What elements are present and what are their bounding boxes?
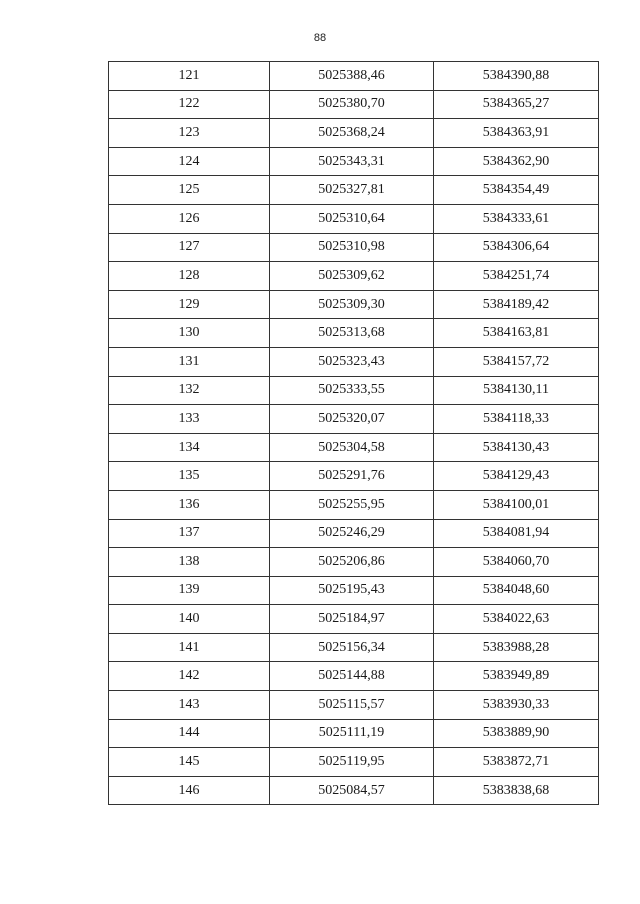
y-coordinate-cell: 5384251,74	[434, 262, 599, 291]
y-coordinate-cell: 5384157,72	[434, 347, 599, 376]
x-coordinate-cell: 5025291,76	[270, 462, 434, 491]
point-number-cell: 140	[109, 605, 270, 634]
x-coordinate-cell: 5025184,97	[270, 605, 434, 634]
x-coordinate-cell: 5025343,31	[270, 147, 434, 176]
point-number-cell: 136	[109, 490, 270, 519]
point-number-cell: 145	[109, 748, 270, 777]
x-coordinate-cell: 5025320,07	[270, 405, 434, 434]
point-number-cell: 133	[109, 405, 270, 434]
x-coordinate-cell: 5025115,57	[270, 691, 434, 720]
table-row	[109, 662, 599, 691]
x-coordinate-cell: 5025255,95	[270, 490, 434, 519]
y-coordinate-cell: 5384333,61	[434, 204, 599, 233]
point-number-cell: 131	[109, 347, 270, 376]
point-number-cell: 129	[109, 290, 270, 319]
table-row	[109, 633, 599, 662]
point-number-cell: 123	[109, 119, 270, 148]
y-coordinate-cell: 5384130,11	[434, 376, 599, 405]
y-coordinate-cell: 5384118,33	[434, 405, 599, 434]
x-coordinate-cell: 5025309,62	[270, 262, 434, 291]
table-row	[109, 405, 599, 434]
y-coordinate-cell: 5383930,33	[434, 691, 599, 720]
x-coordinate-cell: 5025119,95	[270, 748, 434, 777]
page-number: 88	[313, 32, 327, 44]
point-number-cell: 141	[109, 633, 270, 662]
table-row	[109, 462, 599, 491]
table-row	[109, 376, 599, 405]
table-row	[109, 748, 599, 777]
table-row	[109, 147, 599, 176]
point-number-cell: 124	[109, 147, 270, 176]
table-row	[109, 319, 599, 348]
y-coordinate-cell: 5384354,49	[434, 176, 599, 205]
table-row	[109, 176, 599, 205]
x-coordinate-cell: 5025368,24	[270, 119, 434, 148]
point-number-cell: 134	[109, 433, 270, 462]
y-coordinate-cell: 5383838,68	[434, 776, 599, 805]
y-coordinate-cell: 5384130,43	[434, 433, 599, 462]
table-row	[109, 347, 599, 376]
x-coordinate-cell: 5025313,68	[270, 319, 434, 348]
y-coordinate-cell: 5384163,81	[434, 319, 599, 348]
point-number-cell: 125	[109, 176, 270, 205]
point-number-cell: 144	[109, 719, 270, 748]
table-row	[109, 90, 599, 119]
point-number-cell: 127	[109, 233, 270, 262]
y-coordinate-cell: 5384365,27	[434, 90, 599, 119]
table-row	[109, 433, 599, 462]
point-number-cell: 132	[109, 376, 270, 405]
table-row	[109, 119, 599, 148]
x-coordinate-cell: 5025084,57	[270, 776, 434, 805]
x-coordinate-cell: 5025310,98	[270, 233, 434, 262]
x-coordinate-cell: 5025309,30	[270, 290, 434, 319]
point-number-cell: 143	[109, 691, 270, 720]
y-coordinate-cell: 5384306,64	[434, 233, 599, 262]
point-number-cell: 122	[109, 90, 270, 119]
point-number-cell: 121	[109, 62, 270, 91]
x-coordinate-cell: 5025206,86	[270, 548, 434, 577]
point-number-cell: 128	[109, 262, 270, 291]
x-coordinate-cell: 5025333,55	[270, 376, 434, 405]
point-number-cell: 146	[109, 776, 270, 805]
point-number-cell: 137	[109, 519, 270, 548]
table-row	[109, 691, 599, 720]
point-number-cell: 135	[109, 462, 270, 491]
x-coordinate-cell: 5025304,58	[270, 433, 434, 462]
y-coordinate-cell: 5384363,91	[434, 119, 599, 148]
coordinates-table-body	[109, 62, 599, 805]
table-row	[109, 548, 599, 577]
table-row	[109, 605, 599, 634]
x-coordinate-cell: 5025111,19	[270, 719, 434, 748]
y-coordinate-cell: 5384060,70	[434, 548, 599, 577]
x-coordinate-cell: 5025246,29	[270, 519, 434, 548]
table-row	[109, 262, 599, 291]
x-coordinate-cell: 5025195,43	[270, 576, 434, 605]
x-coordinate-cell: 5025388,46	[270, 62, 434, 91]
point-number-cell: 138	[109, 548, 270, 577]
x-coordinate-cell: 5025156,34	[270, 633, 434, 662]
point-number-cell: 126	[109, 204, 270, 233]
x-coordinate-cell: 5025310,64	[270, 204, 434, 233]
y-coordinate-cell: 5384129,43	[434, 462, 599, 491]
table-row	[109, 62, 599, 91]
y-coordinate-cell: 5384362,90	[434, 147, 599, 176]
y-coordinate-cell: 5383872,71	[434, 748, 599, 777]
y-coordinate-cell: 5384100,01	[434, 490, 599, 519]
y-coordinate-cell: 5383889,90	[434, 719, 599, 748]
x-coordinate-cell: 5025327,81	[270, 176, 434, 205]
table-row	[109, 719, 599, 748]
coordinates-table	[108, 61, 599, 805]
table-row	[109, 576, 599, 605]
y-coordinate-cell: 5384390,88	[434, 62, 599, 91]
x-coordinate-cell: 5025144,88	[270, 662, 434, 691]
table-row	[109, 776, 599, 805]
x-coordinate-cell: 5025323,43	[270, 347, 434, 376]
table-row	[109, 233, 599, 262]
table-row	[109, 290, 599, 319]
point-number-cell: 142	[109, 662, 270, 691]
table-row	[109, 519, 599, 548]
table-row	[109, 204, 599, 233]
y-coordinate-cell: 5384022,63	[434, 605, 599, 634]
x-coordinate-cell: 5025380,70	[270, 90, 434, 119]
y-coordinate-cell: 5383949,89	[434, 662, 599, 691]
table-row	[109, 490, 599, 519]
y-coordinate-cell: 5383988,28	[434, 633, 599, 662]
point-number-cell: 130	[109, 319, 270, 348]
y-coordinate-cell: 5384189,42	[434, 290, 599, 319]
point-number-cell: 139	[109, 576, 270, 605]
y-coordinate-cell: 5384081,94	[434, 519, 599, 548]
y-coordinate-cell: 5384048,60	[434, 576, 599, 605]
